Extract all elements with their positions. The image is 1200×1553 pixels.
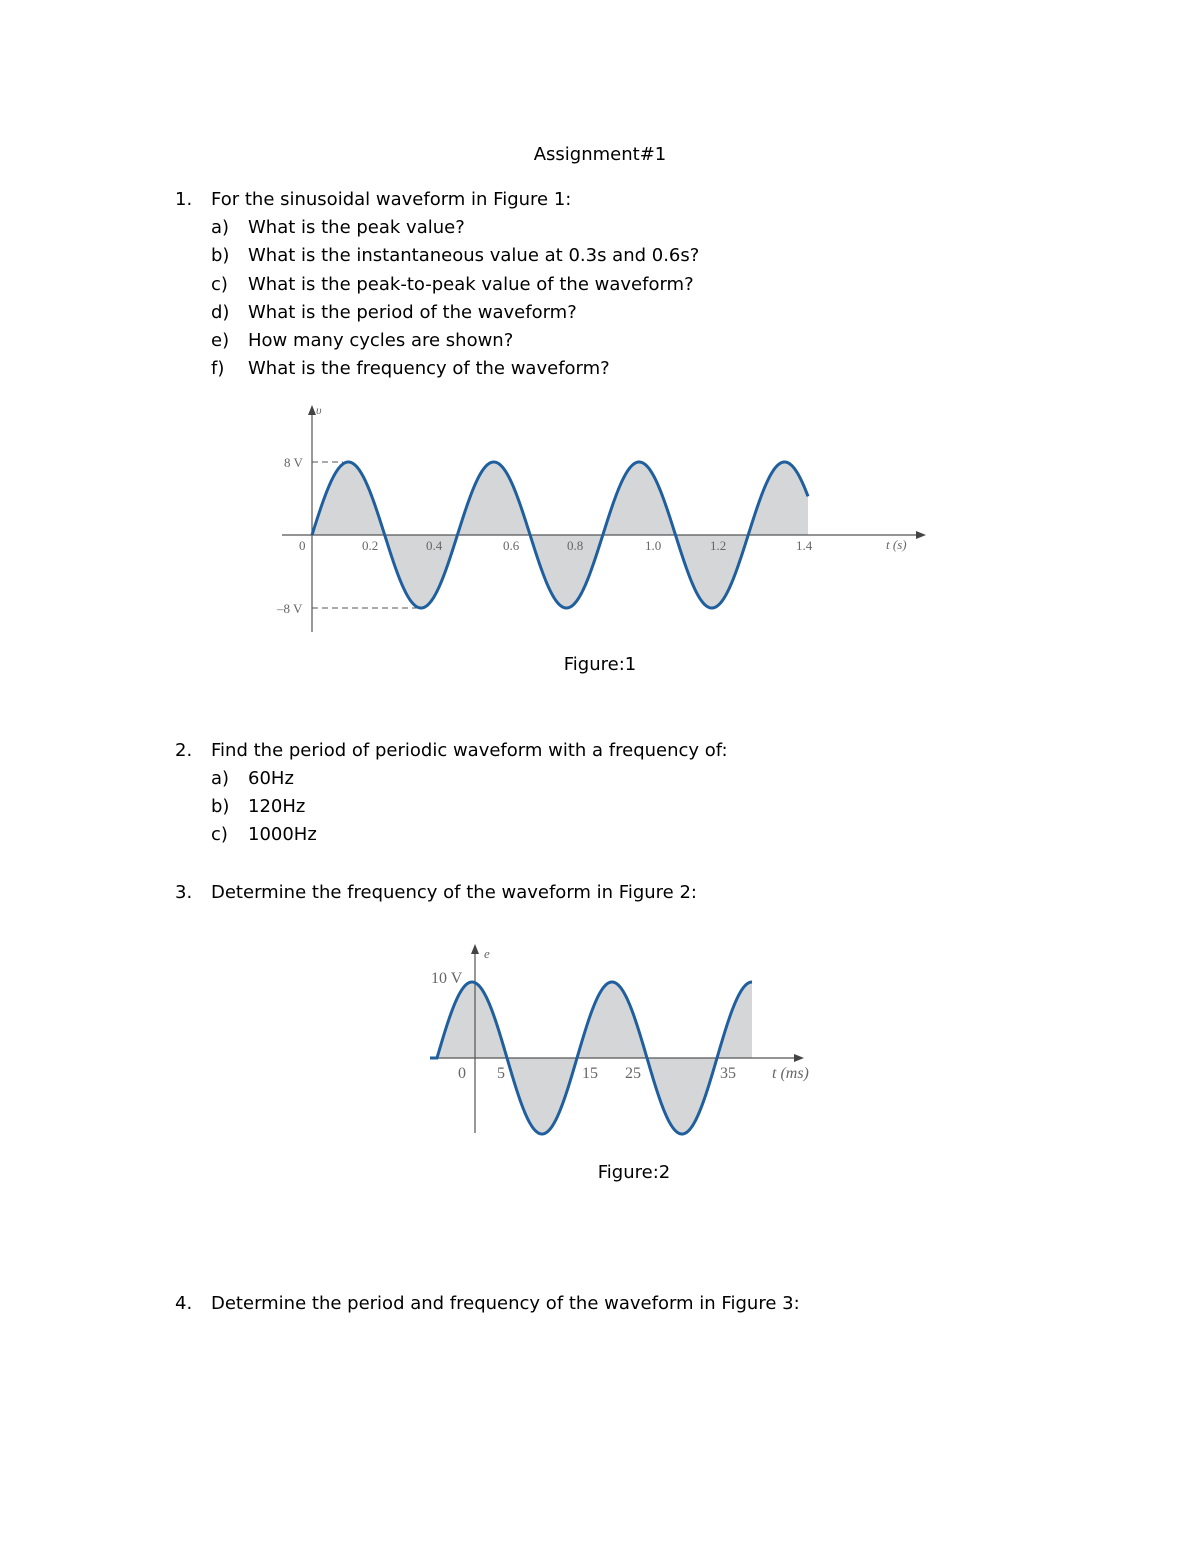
x-tick-label: 0.6 <box>503 538 520 553</box>
figure-2-caption: Figure:2 <box>597 1162 671 1183</box>
question-text: For the sinusoidal waveform in Figure 1: <box>211 189 572 210</box>
question-number: 1. <box>175 189 193 210</box>
voltage-axis-arrow <box>308 405 316 415</box>
x-axis-label: t (s) <box>886 537 907 552</box>
x-tick-label: 0 <box>299 538 306 553</box>
x-tick-label: 0.2 <box>362 538 379 553</box>
item-text: 120Hz <box>248 796 306 817</box>
item-text: 60Hz <box>248 768 294 789</box>
x-axis-label: t (ms) <box>772 1065 809 1082</box>
x-tick-label: 15 <box>582 1065 598 1082</box>
item-label: b) <box>211 245 230 266</box>
figure-2-waveform <box>420 935 840 1145</box>
question-text: Find the period of periodic waveform with a frequency of: <box>211 740 728 761</box>
x-tick-label: 1.0 <box>645 538 662 553</box>
trough-label: –8 V <box>277 601 303 616</box>
x-tick-label: 25 <box>625 1065 641 1082</box>
item-label: e) <box>211 330 230 351</box>
x-tick-label: 0.4 <box>426 538 443 553</box>
item-label: c) <box>211 824 228 845</box>
question-number: 4. <box>175 1293 193 1314</box>
peak-label: 8 V <box>284 455 303 470</box>
item-label: c) <box>211 274 228 295</box>
peak-label: 10 V <box>431 970 463 987</box>
figure-1-caption: Figure:1 <box>563 654 637 675</box>
question-number: 3. <box>175 882 193 903</box>
item-text: What is the frequency of the waveform? <box>248 358 610 379</box>
time-axis-arrow <box>916 531 926 539</box>
item-label: a) <box>211 217 230 238</box>
question-number: 2. <box>175 740 193 761</box>
item-text: 1000Hz <box>248 824 317 845</box>
question-text: Determine the period and frequency of the waveform in Figure 3: <box>211 1293 800 1314</box>
item-text: What is the instantaneous value at 0.3s and 0.6s? <box>248 245 700 266</box>
y-axis-label: υ <box>316 403 322 417</box>
x-tick-label: 0 <box>458 1065 466 1082</box>
x-tick-label: 0.8 <box>567 538 584 553</box>
item-text: What is the peak-to-peak value of the waveform? <box>248 274 694 295</box>
figure-1-waveform <box>270 400 930 640</box>
x-tick-label: 1.4 <box>796 538 813 553</box>
x-tick-label: 1.2 <box>710 538 727 553</box>
item-label: d) <box>211 302 230 323</box>
item-text: What is the peak value? <box>248 217 465 238</box>
item-text: How many cycles are shown? <box>248 330 514 351</box>
time-axis-arrow <box>794 1054 804 1062</box>
document-title: Assignment#1 <box>533 144 667 165</box>
item-label: a) <box>211 768 230 789</box>
x-tick-label: 5 <box>497 1065 505 1082</box>
x-tick-label: 35 <box>720 1065 736 1082</box>
item-label: b) <box>211 796 230 817</box>
voltage-axis-arrow <box>471 944 479 954</box>
item-text: What is the period of the waveform? <box>248 302 577 323</box>
item-label: f) <box>211 358 225 379</box>
y-axis-label: e <box>484 946 490 961</box>
question-text: Determine the frequency of the waveform in Figure 2: <box>211 882 697 903</box>
